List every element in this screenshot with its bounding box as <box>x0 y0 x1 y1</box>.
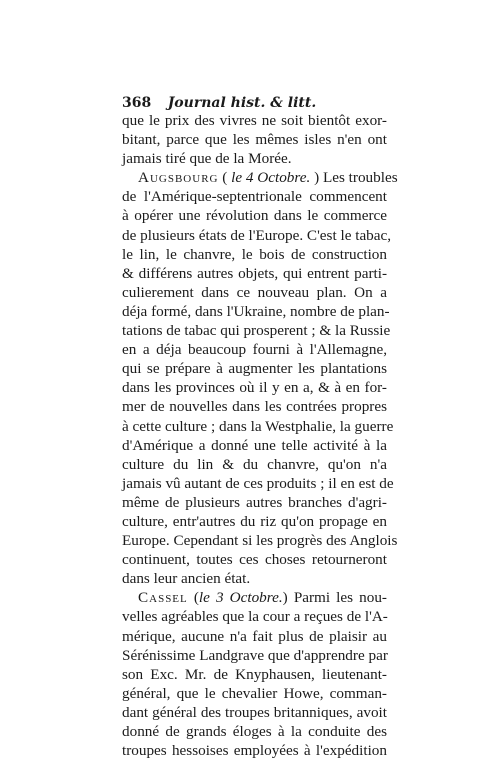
text-line: Sérénissime Landgrave que d'apprendre par <box>122 646 388 664</box>
text-line: qui se prépare à augmenter les plantations <box>122 360 387 378</box>
running-title: Journal hist. & litt. <box>167 95 317 111</box>
text-line: & différens autres objets, qui entrent parti- <box>122 264 387 282</box>
text-line: mérique, aucune n'a fait plus de plaisir au <box>122 627 387 645</box>
text-line: son Exc. Mr. de Knyphausen, lieutenant- <box>122 665 387 683</box>
place-name: Augsbourg <box>138 169 219 187</box>
running-header <box>122 94 316 112</box>
page-number: 368 <box>122 95 152 111</box>
text-line: continuent, toutes ces choses retourneront <box>122 551 387 569</box>
date: le 4 Octobre. <box>231 169 311 187</box>
paragraph-morea <box>122 111 387 168</box>
paragraph-augsbourg <box>122 168 398 588</box>
date: le 3 Octobre. <box>198 589 283 607</box>
paragraph-cassel <box>122 588 387 760</box>
date-paren-open: ( <box>218 169 232 187</box>
text-line: dant général des troupes britanniques, avoit <box>122 703 387 721</box>
first-line-rest: Parmi les nou- <box>293 589 387 607</box>
text-line: de plusieurs états de l'Europe. C'est le tabac, <box>122 226 392 244</box>
text-line: jamais vû autant de ces produits ; il en est de <box>122 474 394 492</box>
text-line: culierement dans ce nouveau plan. On a <box>122 283 387 301</box>
body-text <box>122 111 398 760</box>
text-line: donné de grands éloges à la conduite des <box>122 723 387 740</box>
text-line: en a déja beaucoup fourni à l'Allemagne, <box>122 341 387 359</box>
text-line: velles agréables que la cour a reçues de l'A- <box>122 608 388 626</box>
text-line: déja formé, dans l'Ukraine, nombre de plan- <box>122 302 390 320</box>
text-line: que le prix des vivres ne soit bientôt exor- <box>122 112 387 129</box>
text-line: de l'Amérique-septentrionale commencent <box>122 188 387 206</box>
place-name: Cassel <box>138 589 188 607</box>
text-line: bitant, parce que les mêmes isles n'en ont <box>122 131 387 149</box>
text-line: général, que le chevalier Howe, comman- <box>122 684 387 702</box>
text-line: mer de nouvelles dans les contrées propres <box>122 398 387 416</box>
date-paren-close: ) <box>310 169 323 187</box>
text-line: culture, entr'autres du riz qu'on propage en <box>122 512 387 530</box>
text-line: le lin, le chanvre, le bois de construction <box>122 245 387 263</box>
text-line: d'Amérique a donné une telle activité à la <box>122 436 387 454</box>
text-line: à cette culture ; dans la Westphalie, la guerre <box>122 417 394 435</box>
dateline-augsbourg <box>122 168 398 187</box>
text-line: Europe. Cependant si les progrès des Anglois <box>122 532 398 550</box>
text-line: dans leur ancien état. <box>122 570 251 588</box>
dateline-cassel <box>122 588 387 607</box>
date-paren-close: ) <box>282 589 294 607</box>
text-line: troupes hessoises employées à l'expédition <box>122 742 387 760</box>
text-line: à opérer une révolution dans le commerce <box>122 207 387 225</box>
text-line: dans les provinces où il y en a, & à en for- <box>122 379 387 397</box>
text-line: culture du lin & du chanvre, qu'on n'a <box>122 455 387 473</box>
date-paren-open: ( <box>187 589 199 607</box>
text-line: tations de tabac qui prosperent ; & la Russie <box>122 322 391 340</box>
text-line: même de plusieurs autres branches d'agri- <box>122 493 387 511</box>
text-line: jamais tiré que de la Morée. <box>122 150 292 168</box>
first-line-rest: Les troubles <box>322 169 398 187</box>
